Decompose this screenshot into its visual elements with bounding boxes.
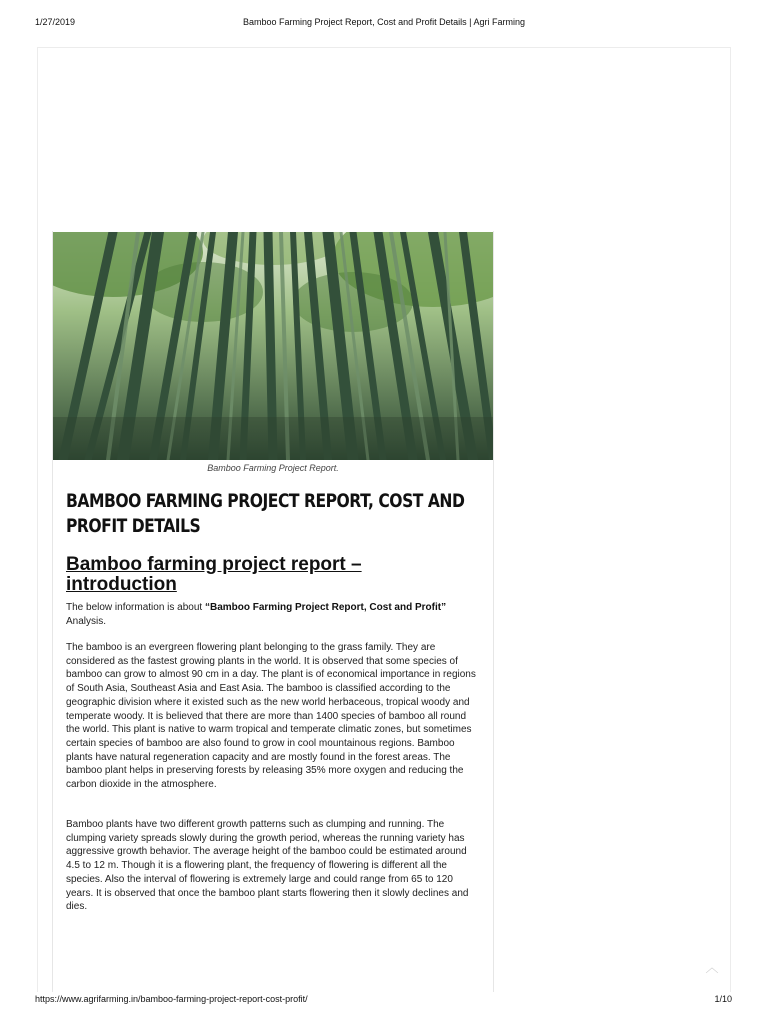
section-heading-introduction: Bamboo farming project report – introduction xyxy=(66,554,362,595)
body-paragraph-1: The bamboo is an evergreen flowering plant belonging to the grass family. They are considered as the fastest growing plants in the world. It is observed that some species of bamboo can grow to almost 90 cm in a day. The plant is of economical importance in regions of South Asia, Southeast Asia and East Asia. The bamboo is classified according to the geographic division where it existed such as the new world herbaceous, tropical woody and temperate woody. It is believed that there are more than 1400 species of bamboo all round the world. This plant is native to warm tropical and temperate climatic zones, but sometimes certain species of bamboo are also found to grow in cool mountainous regions. Bamboo plants have natural regeneration capacity and are mostly found in the forest areas. The bamboo plant helps in preserving forests by releasing 35% more oxygen and reducing the carbon dioxide in the atmosphere. xyxy=(66,642,476,791)
intro-suffix: Analysis. xyxy=(66,615,107,627)
page-number: 1/10 xyxy=(714,994,732,1004)
hero-image xyxy=(53,232,493,460)
print-footer xyxy=(0,994,768,1008)
bamboo-forest-photo xyxy=(53,232,493,460)
body-paragraph-2: Bamboo plants have two different growth patterns such as clumping and running. The clumping variety spreads slowly during the growth period, whereas the running variety has aggressive growth behavior. The average height of the bamboo could be estimated around 4.5 to 12 m. Though it is a flowering plant, the frequency of flowering is different all the species. Also the interval of flowering is extremely large and could range from 65 to 120 years. It is observed that once the bamboo plant starts flowering then it slowly declines and dies. xyxy=(66,819,469,913)
intro-paragraph xyxy=(66,601,482,628)
page-url: https://www.agrifarming.in/bamboo-farming-project-report-cost-profit/ xyxy=(35,994,308,1004)
intro-prefix: The below information is about xyxy=(66,602,205,613)
print-page-title: Bamboo Farming Project Report, Cost and Profit Details | Agri Farming xyxy=(243,17,525,27)
intro-emphasis: “Bamboo Farming Project Report, Cost and Profit” xyxy=(204,602,447,613)
scroll-to-top-icon[interactable]: ︿ xyxy=(705,960,719,975)
print-header xyxy=(0,17,768,31)
image-caption: Bamboo Farming Project Report. xyxy=(207,463,339,473)
article-title: BAMBOO FARMING PROJECT REPORT, COST AND PROFIT DETAILS xyxy=(66,490,465,537)
print-date: 1/27/2019 xyxy=(35,17,76,27)
